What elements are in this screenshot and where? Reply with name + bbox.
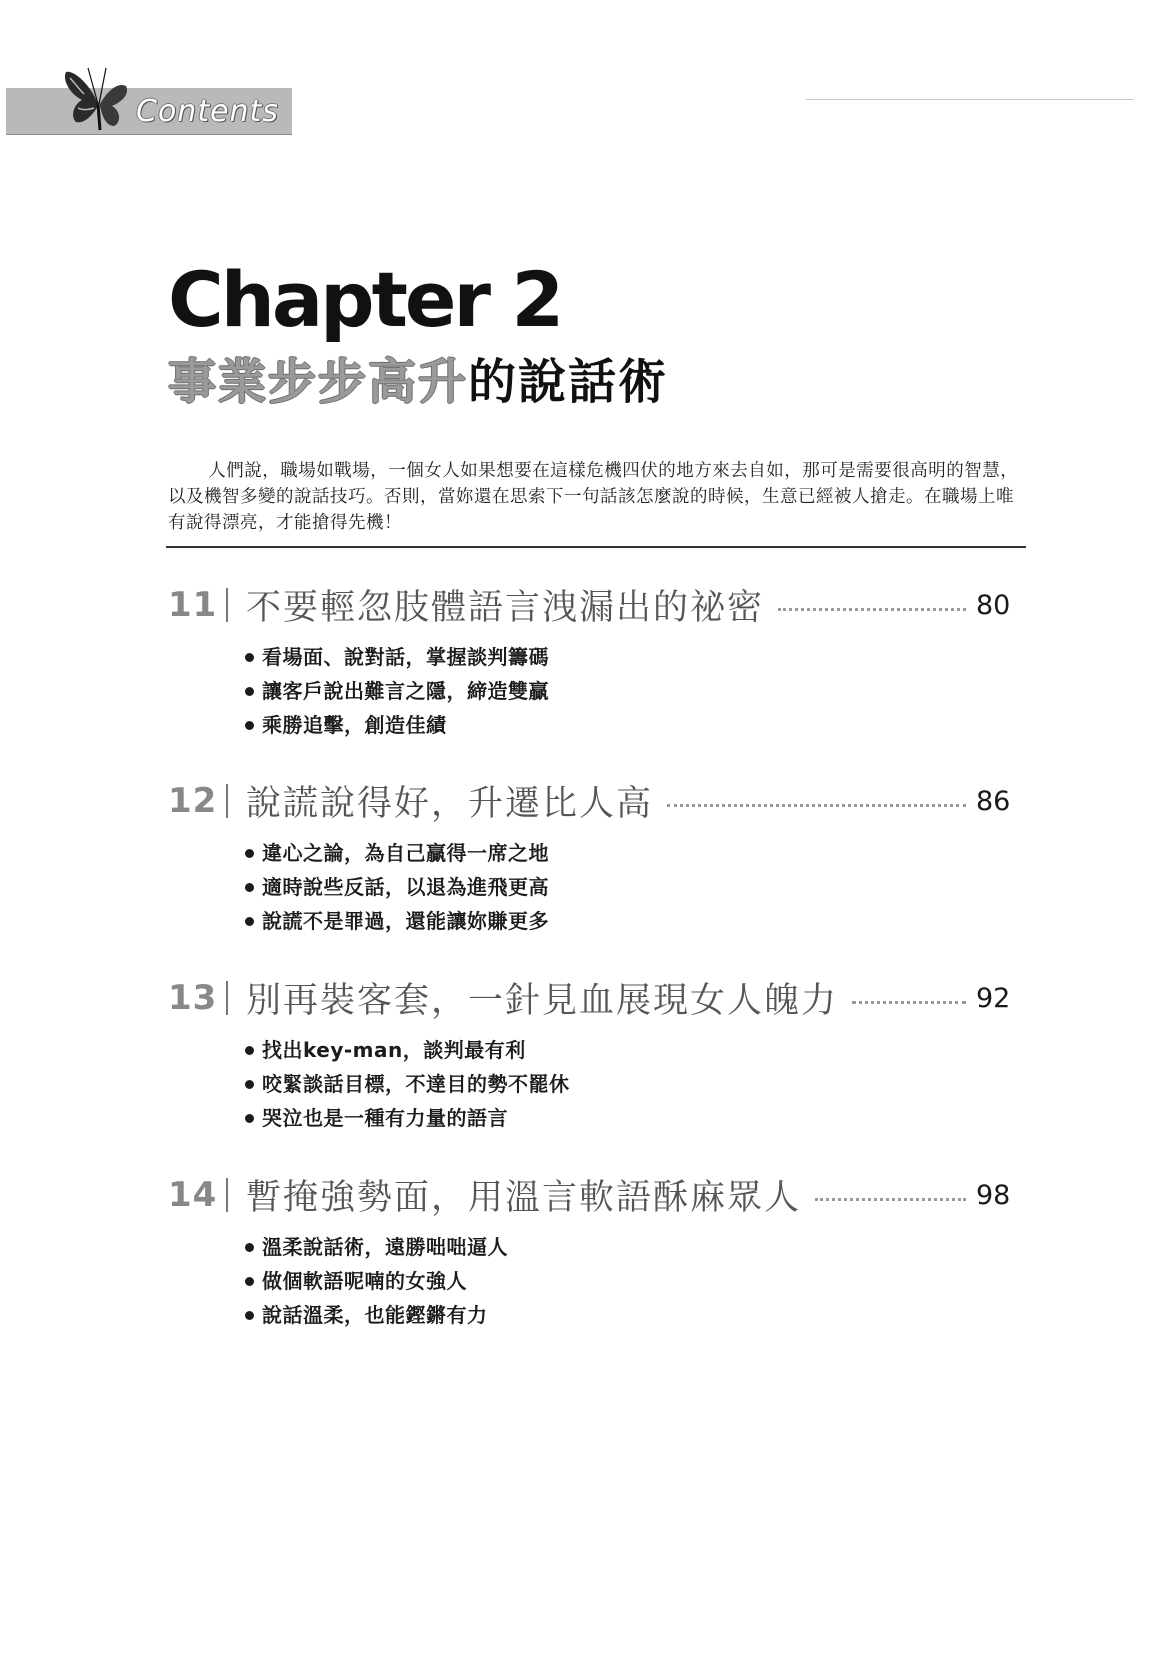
subtopic-text: 說話溫柔，也能鏗鏘有力 <box>262 1303 488 1327</box>
chapter-subtitle <box>168 352 668 412</box>
subtopic-item <box>168 1033 1018 1067</box>
subtopic-list <box>168 1230 1018 1332</box>
subtopic-text: 咬緊談話目標，不達目的勢不罷休 <box>262 1072 570 1096</box>
header-divider <box>806 99 1134 100</box>
toc-section[interactable] <box>168 776 1018 938</box>
bullet-dot <box>245 1243 254 1252</box>
butterfly-icon <box>60 64 134 136</box>
bullet-dot <box>245 883 254 892</box>
subtopic-list <box>168 1033 1018 1135</box>
section-divider <box>226 1178 228 1212</box>
bullet-dot <box>245 1311 254 1320</box>
section-title[interactable]: 暫掩強勢面，用溫言軟語酥麻眾人 <box>246 1178 802 1218</box>
page-number: 98 <box>976 1179 1011 1211</box>
subtopic-text: 哭泣也是一種有力量的語言 <box>262 1106 508 1130</box>
section-number: 13 <box>168 978 218 1018</box>
subtopic-text: 做個軟語呢喃的女強人 <box>262 1269 467 1293</box>
subtopic-text: 說謊不是罪過，還能讓妳賺更多 <box>262 909 549 933</box>
bullet-dot <box>245 849 254 858</box>
page-number: 86 <box>976 785 1011 817</box>
section-title[interactable]: 別再裝客套，一針見血展現女人魄力 <box>246 981 839 1021</box>
section-divider <box>226 981 228 1015</box>
subtopic-item <box>168 904 1018 938</box>
subtopic-text: 溫柔說話術，遠勝咄咄逼人 <box>262 1235 508 1259</box>
chapter-subtitle-rest: 的說話術 <box>468 354 669 410</box>
subtopic-list <box>168 640 1018 742</box>
section-divider <box>226 784 228 818</box>
bullet-dot <box>245 917 254 926</box>
section-title[interactable]: 說謊說得好，升遷比人高 <box>246 784 654 824</box>
toc-entry-heading[interactable] <box>168 973 1018 1023</box>
dot-leader <box>815 1198 966 1201</box>
dot-leader <box>667 804 966 807</box>
dot-leader <box>852 1001 966 1004</box>
subtopic-text: 違心之論，為自己贏得一席之地 <box>262 841 549 865</box>
subtopic-item <box>168 1264 1018 1298</box>
page-number: 92 <box>976 982 1011 1014</box>
bullet-dot <box>245 1046 254 1055</box>
bullet-dot <box>245 1080 254 1089</box>
subtopic-text: 看場面、說對話，掌握談判籌碼 <box>262 645 549 669</box>
chapter-title: Chapter 2 <box>168 255 562 344</box>
bullet-dot <box>245 1277 254 1286</box>
section-title[interactable]: 不要輕忽肢體語言洩漏出的祕密 <box>246 588 765 628</box>
subtopic-text: 找出key-man，談判最有利 <box>262 1038 526 1062</box>
subtopic-item <box>168 1298 1018 1332</box>
toc-entry-heading[interactable] <box>168 1170 1018 1220</box>
subtopic-text: 乘勝追擊，創造佳績 <box>262 713 447 737</box>
toc-entry-heading[interactable] <box>168 580 1018 630</box>
subtopic-list <box>168 836 1018 938</box>
toc-section[interactable] <box>168 973 1018 1135</box>
bullet-dot <box>245 721 254 730</box>
toc-section[interactable] <box>168 580 1018 742</box>
subtopic-item <box>168 640 1018 674</box>
contents-header-label: Contents <box>136 94 279 129</box>
chapter-subtitle-emphasis: 事業步步高升 <box>168 354 469 410</box>
section-divider <box>226 588 228 622</box>
subtopic-item <box>168 836 1018 870</box>
chapter-intro: 人們說，職場如戰場，一個女人如果想要在這樣危機四伏的地方來去自如，那可是需要很高明的智慧，以及機智多變的說話技巧。否則，當妳還在思索下一句話該怎麼說的時候，生意已經被人搶走。在職場上唯有說得漂亮，才能搶得先機！ <box>168 461 1019 533</box>
bullet-dot <box>245 1114 254 1123</box>
page-number: 80 <box>976 589 1011 621</box>
intro-divider <box>166 546 1026 548</box>
section-number: 11 <box>168 585 218 625</box>
subtopic-item <box>168 1101 1018 1135</box>
subtopic-item <box>168 708 1018 742</box>
subtopic-item <box>168 1067 1018 1101</box>
toc-entry-heading[interactable] <box>168 776 1018 826</box>
subtopic-item <box>168 870 1018 904</box>
subtopic-item <box>168 1230 1018 1264</box>
subtopic-item <box>168 674 1018 708</box>
section-number: 12 <box>168 781 218 821</box>
subtopic-text: 適時說些反話，以退為進飛更高 <box>262 875 549 899</box>
toc-section[interactable] <box>168 1170 1018 1332</box>
bullet-dot <box>245 653 254 662</box>
section-number: 14 <box>168 1175 218 1215</box>
subtopic-text: 讓客戶說出難言之隱，締造雙贏 <box>262 679 549 703</box>
dot-leader <box>778 608 966 611</box>
bullet-dot <box>245 687 254 696</box>
